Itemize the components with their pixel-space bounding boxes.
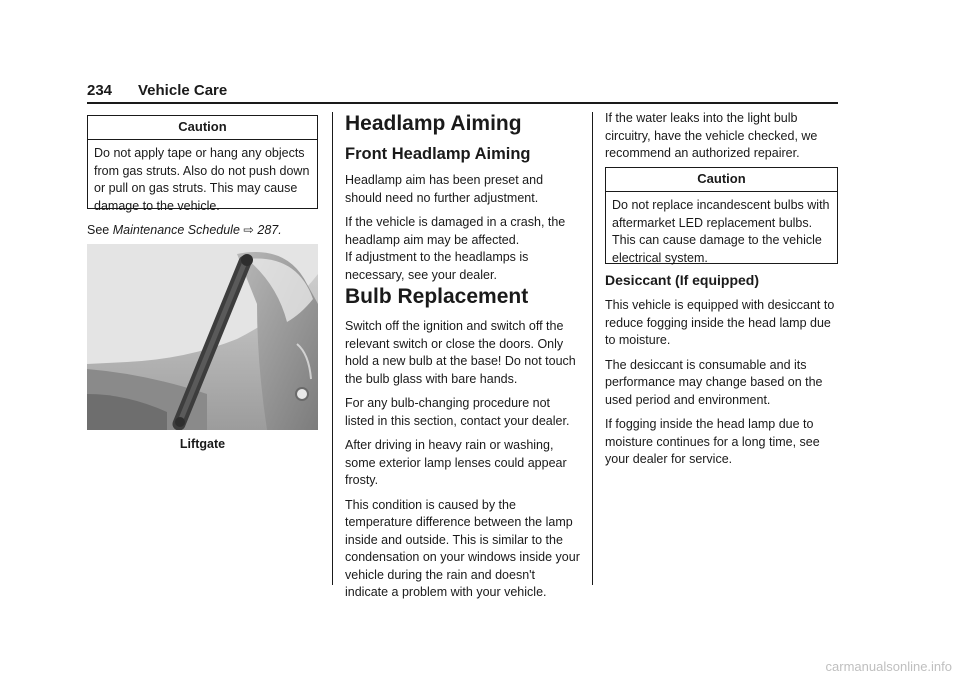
caution-title: Caution: [178, 119, 227, 134]
watermark: carmanualsonline.info: [825, 659, 952, 674]
heading-front-headlamp-aiming: Front Headlamp Aiming: [345, 145, 531, 163]
page-number: 234: [87, 82, 113, 99]
paragraph: Headlamp aim has been preset and should need no further adjustment.: [345, 173, 544, 205]
arrow-right-icon: ⇨: [243, 223, 254, 237]
paragraph: For any bulb-changing procedure not listed in this section, contact your dealer.: [345, 396, 570, 428]
paragraph: If the water leaks into the light bulb circuitry, have the vehicle checked, we recommend an authorized repairer.: [605, 111, 818, 160]
headlamp-aiming-text: [345, 172, 581, 291]
column-divider-right: [592, 112, 593, 585]
caution-title: Caution: [697, 171, 746, 186]
paragraph: If adjustment to the headlamps is necessary, see your dealer.: [345, 250, 529, 282]
caution-box-led-bulbs: [605, 167, 838, 264]
caution-body: Do not replace incandescent bulbs with aftermarket LED replacement bulbs. This can cause damage to the vehicle electrical system.: [612, 198, 830, 265]
heading-headlamp-aiming: Headlamp Aiming: [345, 112, 522, 135]
paragraph: This condition is caused by the temperature difference between the lamp inside and outside. This is similar to the condensation on your windows inside your vehicle during the rain and doesn't indicate a problem with your vehicle.: [345, 497, 580, 599]
paragraph: The desiccant is consumable and its performance may change based on the used period and environment.: [605, 357, 823, 407]
paragraph: After driving in heavy rain or washing, some exterior lamp lenses could appear frosty.: [345, 438, 567, 487]
paragraph: If the vehicle is damaged in a crash, the headlamp aim may be affected.: [345, 215, 566, 247]
see-page-number: 287.: [257, 223, 282, 237]
paragraph: This vehicle is equipped with desiccant to reduce fogging inside the head lamp due to moisture.: [605, 298, 835, 347]
heading-desiccant: Desiccant (If equipped): [605, 272, 760, 288]
see-reference: [87, 222, 282, 237]
paragraph: Switch off the ignition and switch off the relevant switch or close the doors. Only hold a new bulb at the base! Do not touch the bulb glass with bare hands.: [345, 319, 576, 386]
see-prefix: See: [87, 223, 110, 237]
caution-box-gas-struts: [87, 115, 318, 213]
see-link-maintenance-schedule[interactable]: Maintenance Schedule: [112, 223, 240, 237]
bulb-replacement-text: [345, 318, 581, 609]
liftgate-image: [87, 244, 318, 430]
paragraph: If fogging inside the head lamp due to moisture continues for a long time, see your dealer for service.: [605, 417, 820, 466]
desiccant-text: [605, 297, 837, 476]
water-leak-text: [605, 110, 837, 170]
heading-bulb-replacement: Bulb Replacement: [345, 285, 529, 308]
header-rule: [87, 102, 838, 104]
image-caption: Liftgate: [179, 437, 226, 451]
column-divider-left: [332, 112, 333, 585]
section-title: Vehicle Care: [138, 82, 228, 99]
caution-body: Do not apply tape or hang any objects from gas struts. Also do not push down or pull on gas struts. This may cause damage to the vehicle.: [94, 146, 310, 213]
